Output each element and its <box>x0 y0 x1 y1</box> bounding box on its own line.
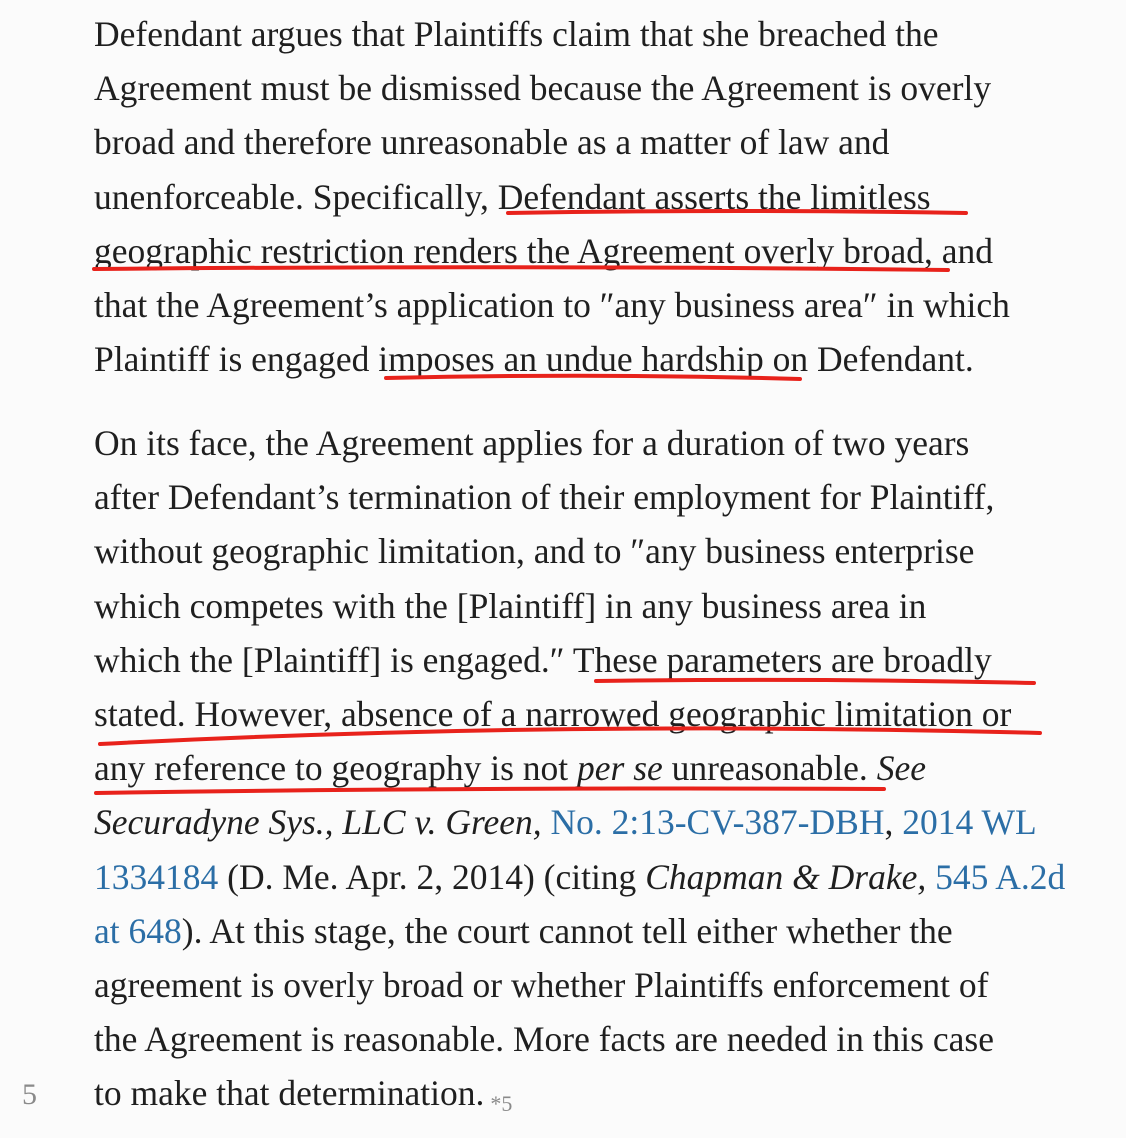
docket-number-link[interactable]: No. 2:13-CV-387-DBH <box>550 802 885 843</box>
text-line <box>94 687 1094 741</box>
westlaw-citation-link-cont[interactable]: 1334184 <box>94 856 219 897</box>
text-line: Plaintiff is engaged imposes an undue hardship on Defendant. <box>94 339 974 380</box>
citation-signal: See <box>867 748 926 789</box>
highlighted-phrase: Defendant asserts the limitless <box>497 176 931 217</box>
highlighted-phrase: These parameters are broadly <box>572 639 992 680</box>
text-line: unenforceable. Specifically, Defendant asserts the limitless <box>94 176 931 217</box>
text-line: 1334184 (D. Me. Apr. 2, 2014) (citing Chapman & Drake, 545 A.2d <box>94 856 1066 897</box>
highlighted-phrase: geographic restriction renders the Agreement overly broad <box>94 230 924 271</box>
margin-page-number: 5 <box>22 1078 37 1111</box>
paragraph-defendant-argument <box>94 7 1094 386</box>
westlaw-citation-link[interactable]: 2014 WL <box>902 802 1037 843</box>
text-line: which the [Plaintiff] is engaged.″ These parameters are broadly <box>94 639 992 680</box>
text-line: broad and therefore unreasonable as a matter of law and <box>94 122 890 163</box>
text-line: On its face, the Agreement applies for a duration of two years <box>94 423 970 463</box>
highlighted-phrase: imposes an undue hardship <box>378 339 764 380</box>
text-line: agreement is overly broad or whether Plaintiffs enforcement of <box>94 965 989 1006</box>
case-name: Chapman & Drake, <box>645 856 927 897</box>
text-line: which competes with the [Plaintiff] in any business area in <box>94 585 927 626</box>
text-line: at 648). At this stage, the court cannot tell either whether the <box>94 910 953 951</box>
text-line: after Defendant’s termination of their employment for Plaintiff, <box>94 477 995 518</box>
text-line: without geographic limitation, and to ″any business enterprise <box>94 531 975 572</box>
text-line: to make that determination. *5 <box>94 1073 513 1117</box>
text-line: the Agreement is reasonable. More facts are needed in this case <box>94 1019 994 1060</box>
paragraph-court-analysis <box>94 416 1094 1126</box>
text-line: any reference to geography is not per se unreasonable. See <box>94 748 926 789</box>
text-line: that the Agreement’s application to ″any business area″ in which <box>94 285 1010 326</box>
text-line: Agreement must be dismissed because the Agreement is overly <box>94 68 992 109</box>
latin-phrase: per se <box>577 748 663 789</box>
highlighted-phrase: stated. However, absence of a narrowed geographic limitation or <box>94 694 1012 735</box>
text-line: Securadyne Sys., LLC v. Green, No. 2:13-CV-387-DBH, 2014 WL <box>94 802 1037 843</box>
star-page-marker: *5 <box>490 1091 513 1117</box>
case-name: Securadyne Sys., LLC v. Green, <box>94 802 542 843</box>
text-line: Defendant argues that Plaintiffs claim that she breached the <box>94 14 939 54</box>
reporter-citation-link[interactable]: 545 A.2d <box>935 856 1066 897</box>
reporter-citation-link-cont[interactable]: at 648 <box>94 910 182 951</box>
text-line: geographic restriction renders the Agreement overly broad, and <box>94 230 994 271</box>
